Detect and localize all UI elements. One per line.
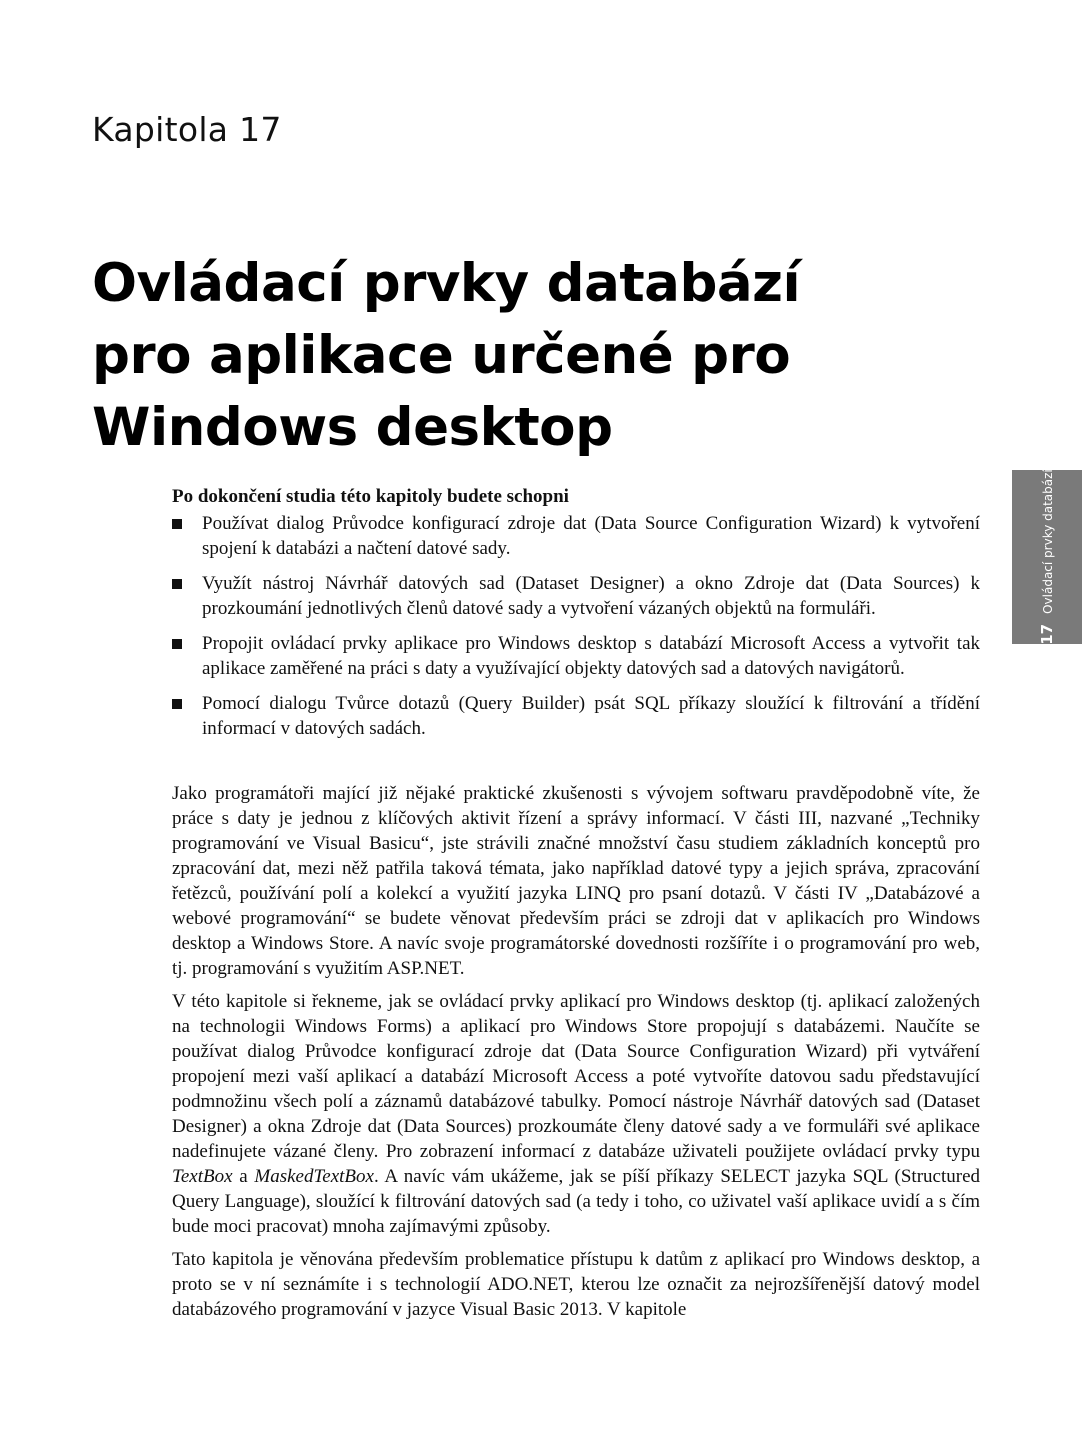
side-tab-number: 17 xyxy=(1038,623,1056,645)
chapter-title-line-2: pro aplikace určené pro xyxy=(92,325,791,386)
paragraph-1: Jako programátoři mající již nějaké praktické zkušenosti s vývojem softwaru pravděpodobně víte, že práce s daty je jednou z klíčových aktivit řízení a správy informací. V části III, nazvané „Techniky programování ve Visual Basicu“, jste strávili značné množství času studiem základních konceptů pro zpracování dat, mezi něž patřila taková témata, jako například datové typy a jejich správa, zpracování řetězců, používání polí a kolekcí a využití jazyka LINQ pro psaní dotazů. V části IV „Databázové a webové programování“ se budete věnovat především práci se zdroji dat v aplikacích pro Windows desktop a Windows Store. A navíc svoje programátorské dovednosti rozšíříte i o programování pro web, tj. programování s využitím ASP.NET. xyxy=(172,783,980,979)
square-bullet-icon xyxy=(172,579,182,589)
chapter-label: Kapitola 17 xyxy=(92,110,282,149)
objective-text: Propojit ovládací prvky aplikace pro Windows desktop s databází Microsoft Access a vytvořit tak aplikace zaměřené na práci s daty a využívající objekty datových sad a datových navigátorů. xyxy=(202,633,980,679)
objective-item xyxy=(172,571,980,621)
paragraph-2-part-1: V této kapitole si řekneme, jak se ovládací prvky aplikací pro Windows desktop (tj. aplikací založených na technologii Windows Forms) a aplikací pro Windows Store propojují s databázemi. Naučíte se používat dialog Průvodce konfigurací zdroje dat (Data Source Configuration Wizard) při vytváření propojení mezi vaší aplikací a databází Microsoft Access a poté vytvoříte datovou sadu představující podmnožinu všech polí a záznamů databázové tabulky. Pomocí nástroje Návrhář datových sad (Dataset Designer) a okna Zdroje dat (Data Sources) prozkoumáte členy datové sady a ve formuláři své aplikace nadefinujete vázané členy. Pro zobrazení informací z databáze uživateli použijete ovládací prvky typu xyxy=(172,991,980,1162)
objective-item xyxy=(172,691,980,741)
paragraph-3: Tato kapitola je věnována především problematice přístupu k datům z aplikací pro Windows desktop, a proto se v ní seznámíte i s technologií ADO.NET, kterou lze označit za nejrozšířenější datový model databázového programování v jazyce Visual Basic 2013. V kapitole xyxy=(172,1249,980,1320)
chapter-title xyxy=(92,248,852,464)
objective-text: Využít nástroj Návrhář datových sad (Dataset Designer) a okno Zdroje dat (Data Sources) k prozkoumání jednotlivých členů datové sady a vytvoření vázaných objektů na formuláři. xyxy=(202,573,980,619)
objective-item xyxy=(172,631,980,681)
side-tab-text: Ovládací prvky databází xyxy=(1041,469,1055,614)
objective-item xyxy=(172,511,980,561)
square-bullet-icon xyxy=(172,699,182,709)
side-tab-label xyxy=(1038,469,1056,645)
square-bullet-icon xyxy=(172,519,182,529)
chapter-title-line-1: Ovládací prvky databází xyxy=(92,253,801,314)
square-bullet-icon xyxy=(172,639,182,649)
objectives-list xyxy=(172,511,980,741)
textbox-term: TextBox xyxy=(172,1166,233,1187)
chapter-side-tab xyxy=(1012,470,1082,644)
objective-text: Používat dialog Průvodce konfigurací zdroje dat (Data Source Configuration Wizard) k vytvoření spojení k databázi a načtení datové sady. xyxy=(202,513,980,559)
paragraph-2-part-2: a xyxy=(232,1166,255,1187)
maskedtextbox-term: MaskedTextBox xyxy=(254,1166,374,1187)
objectives-section xyxy=(172,484,980,751)
chapter-title-line-3: Windows desktop xyxy=(92,397,613,458)
paragraph-2 xyxy=(172,989,980,1239)
objectives-heading: Po dokončení studia této kapitoly budete schopni xyxy=(172,486,569,507)
objective-text: Pomocí dialogu Tvůrce dotazů (Query Builder) psát SQL příkazy sloužící k filtrování a třídění informací v datových sadách. xyxy=(202,693,980,739)
paragraph-2-part-3: . A navíc vám ukážeme, jak se píší příkazy SELECT jazyka SQL (Structured Query Language), sloužící k filtrování datových sad (a tedy i toho, co uživatel vaší aplikace uvidí a s čím bude moci pracovat) mnoha zajímavými způsoby. xyxy=(172,1166,981,1237)
body-text xyxy=(172,781,980,1330)
